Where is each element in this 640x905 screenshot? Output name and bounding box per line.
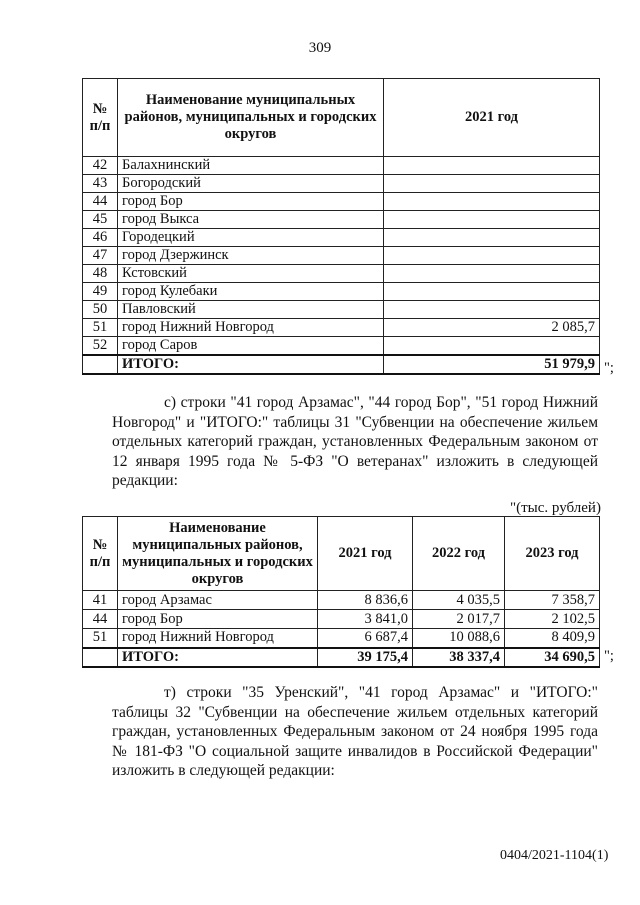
row-name: Кстовский xyxy=(118,265,384,283)
row-value-2022: 4 035,5 xyxy=(413,591,505,610)
total-value-2022: 38 337,4 xyxy=(413,648,505,667)
unit-label: "(тыс. рублей) xyxy=(510,500,601,516)
row-num: 51 xyxy=(83,629,118,648)
row-value-2021 xyxy=(384,157,600,175)
row-value-2021 xyxy=(384,193,600,211)
row-name: Богородский xyxy=(118,175,384,193)
header-num: № п/п xyxy=(83,79,118,157)
row-value-2021: 2 085,7 xyxy=(384,319,600,337)
total-row xyxy=(83,355,600,374)
row-name: город Кулебаки xyxy=(118,283,384,301)
row-value-2021 xyxy=(384,283,600,301)
total-value-2023: 34 690,5 xyxy=(505,648,600,667)
row-num: 46 xyxy=(83,229,118,247)
table-row xyxy=(83,629,600,648)
row-name: город Дзержинск xyxy=(118,247,384,265)
header-2022: 2022 год xyxy=(413,517,505,591)
row-num: 42 xyxy=(83,157,118,175)
row-name: город Нижний Новгород xyxy=(118,319,384,337)
table-row xyxy=(83,283,600,301)
row-value-2021 xyxy=(384,301,600,319)
table-row xyxy=(83,247,600,265)
total-value-2021: 51 979,9 xyxy=(384,355,600,374)
table-2-suffix: "; xyxy=(604,648,614,664)
table-row xyxy=(83,211,600,229)
row-num: 48 xyxy=(83,265,118,283)
paragraph-c: с) строки "41 город Арзамас", "44 город Бор", "51 город Нижний Новгород" и "ИТОГО:" таблицы 31 "Субвенции на обеспечение жильем отдельных категорий граждан, установленных Федеральным законом от 12 января 1995 года № 5-ФЗ "О ветеранах" изложить в следующей редакции: xyxy=(112,394,598,489)
row-value-2021 xyxy=(384,247,600,265)
row-value-2021 xyxy=(384,265,600,283)
row-num: 43 xyxy=(83,175,118,193)
total-label: ИТОГО: xyxy=(118,355,384,374)
row-num: 52 xyxy=(83,337,118,356)
row-value-2023: 8 409,9 xyxy=(505,629,600,648)
row-num: 51 xyxy=(83,319,118,337)
table-row xyxy=(83,301,600,319)
total-empty xyxy=(83,648,118,667)
table-row xyxy=(83,229,600,247)
total-empty xyxy=(83,355,118,374)
table-row xyxy=(83,265,600,283)
row-name: Павловский xyxy=(118,301,384,319)
row-name: Балахнинский xyxy=(118,157,384,175)
table-row xyxy=(83,610,600,629)
table-row xyxy=(83,175,600,193)
row-value-2021 xyxy=(384,211,600,229)
table-row xyxy=(83,591,600,610)
document-number: 0404/2021-1104(1) xyxy=(500,848,609,863)
row-value-2022: 10 088,6 xyxy=(413,629,505,648)
paragraph-t: т) строки "35 Уренский", "41 город Арзамас" и "ИТОГО:" таблицы 32 "Субвенции на обеспечение жильем отдельных категорий граждан, установленных Федеральным законом от 24 ноября 1995 года № 181-ФЗ "О социальной защите инвалидов в Российской Федерации" изложить в следующей редакции: xyxy=(112,684,598,779)
header-2021: 2021 год xyxy=(384,79,600,157)
table-row xyxy=(83,337,600,356)
row-value-2021: 6 687,4 xyxy=(318,629,413,648)
total-row xyxy=(83,648,600,667)
row-value-2021 xyxy=(384,175,600,193)
row-num: 45 xyxy=(83,211,118,229)
table-row xyxy=(83,157,600,175)
row-name: город Бор xyxy=(118,610,318,629)
row-value-2021: 8 836,6 xyxy=(318,591,413,610)
row-name: Городецкий xyxy=(118,229,384,247)
row-num: 44 xyxy=(83,193,118,211)
row-value-2022: 2 017,7 xyxy=(413,610,505,629)
total-label: ИТОГО: xyxy=(118,648,318,667)
row-value-2021: 3 841,0 xyxy=(318,610,413,629)
header-num: № п/п xyxy=(83,517,118,591)
row-num: 41 xyxy=(83,591,118,610)
row-num: 49 xyxy=(83,283,118,301)
table-row xyxy=(83,193,600,211)
row-name: город Выкса xyxy=(118,211,384,229)
header-name: Наименование муниципальных районов, муниципальных и городских округов xyxy=(118,517,318,591)
row-value-2021 xyxy=(384,337,600,356)
row-value-2023: 2 102,5 xyxy=(505,610,600,629)
row-num: 47 xyxy=(83,247,118,265)
row-value-2023: 7 358,7 xyxy=(505,591,600,610)
row-num: 50 xyxy=(83,301,118,319)
row-name: город Саров xyxy=(118,337,384,356)
table-1 xyxy=(82,78,600,375)
row-name: город Нижний Новгород xyxy=(118,629,318,648)
table-2 xyxy=(82,516,600,668)
page-number: 309 xyxy=(308,40,332,56)
header-2021: 2021 год xyxy=(318,517,413,591)
table-row xyxy=(83,319,600,337)
header-2023: 2023 год xyxy=(505,517,600,591)
row-value-2021 xyxy=(384,229,600,247)
table-1-suffix: "; xyxy=(604,360,614,376)
row-num: 44 xyxy=(83,610,118,629)
header-name: Наименование муниципальных районов, муниципальных и городских округов xyxy=(118,79,384,157)
row-name: город Арзамас xyxy=(118,591,318,610)
total-value-2021: 39 175,4 xyxy=(318,648,413,667)
row-name: город Бор xyxy=(118,193,384,211)
